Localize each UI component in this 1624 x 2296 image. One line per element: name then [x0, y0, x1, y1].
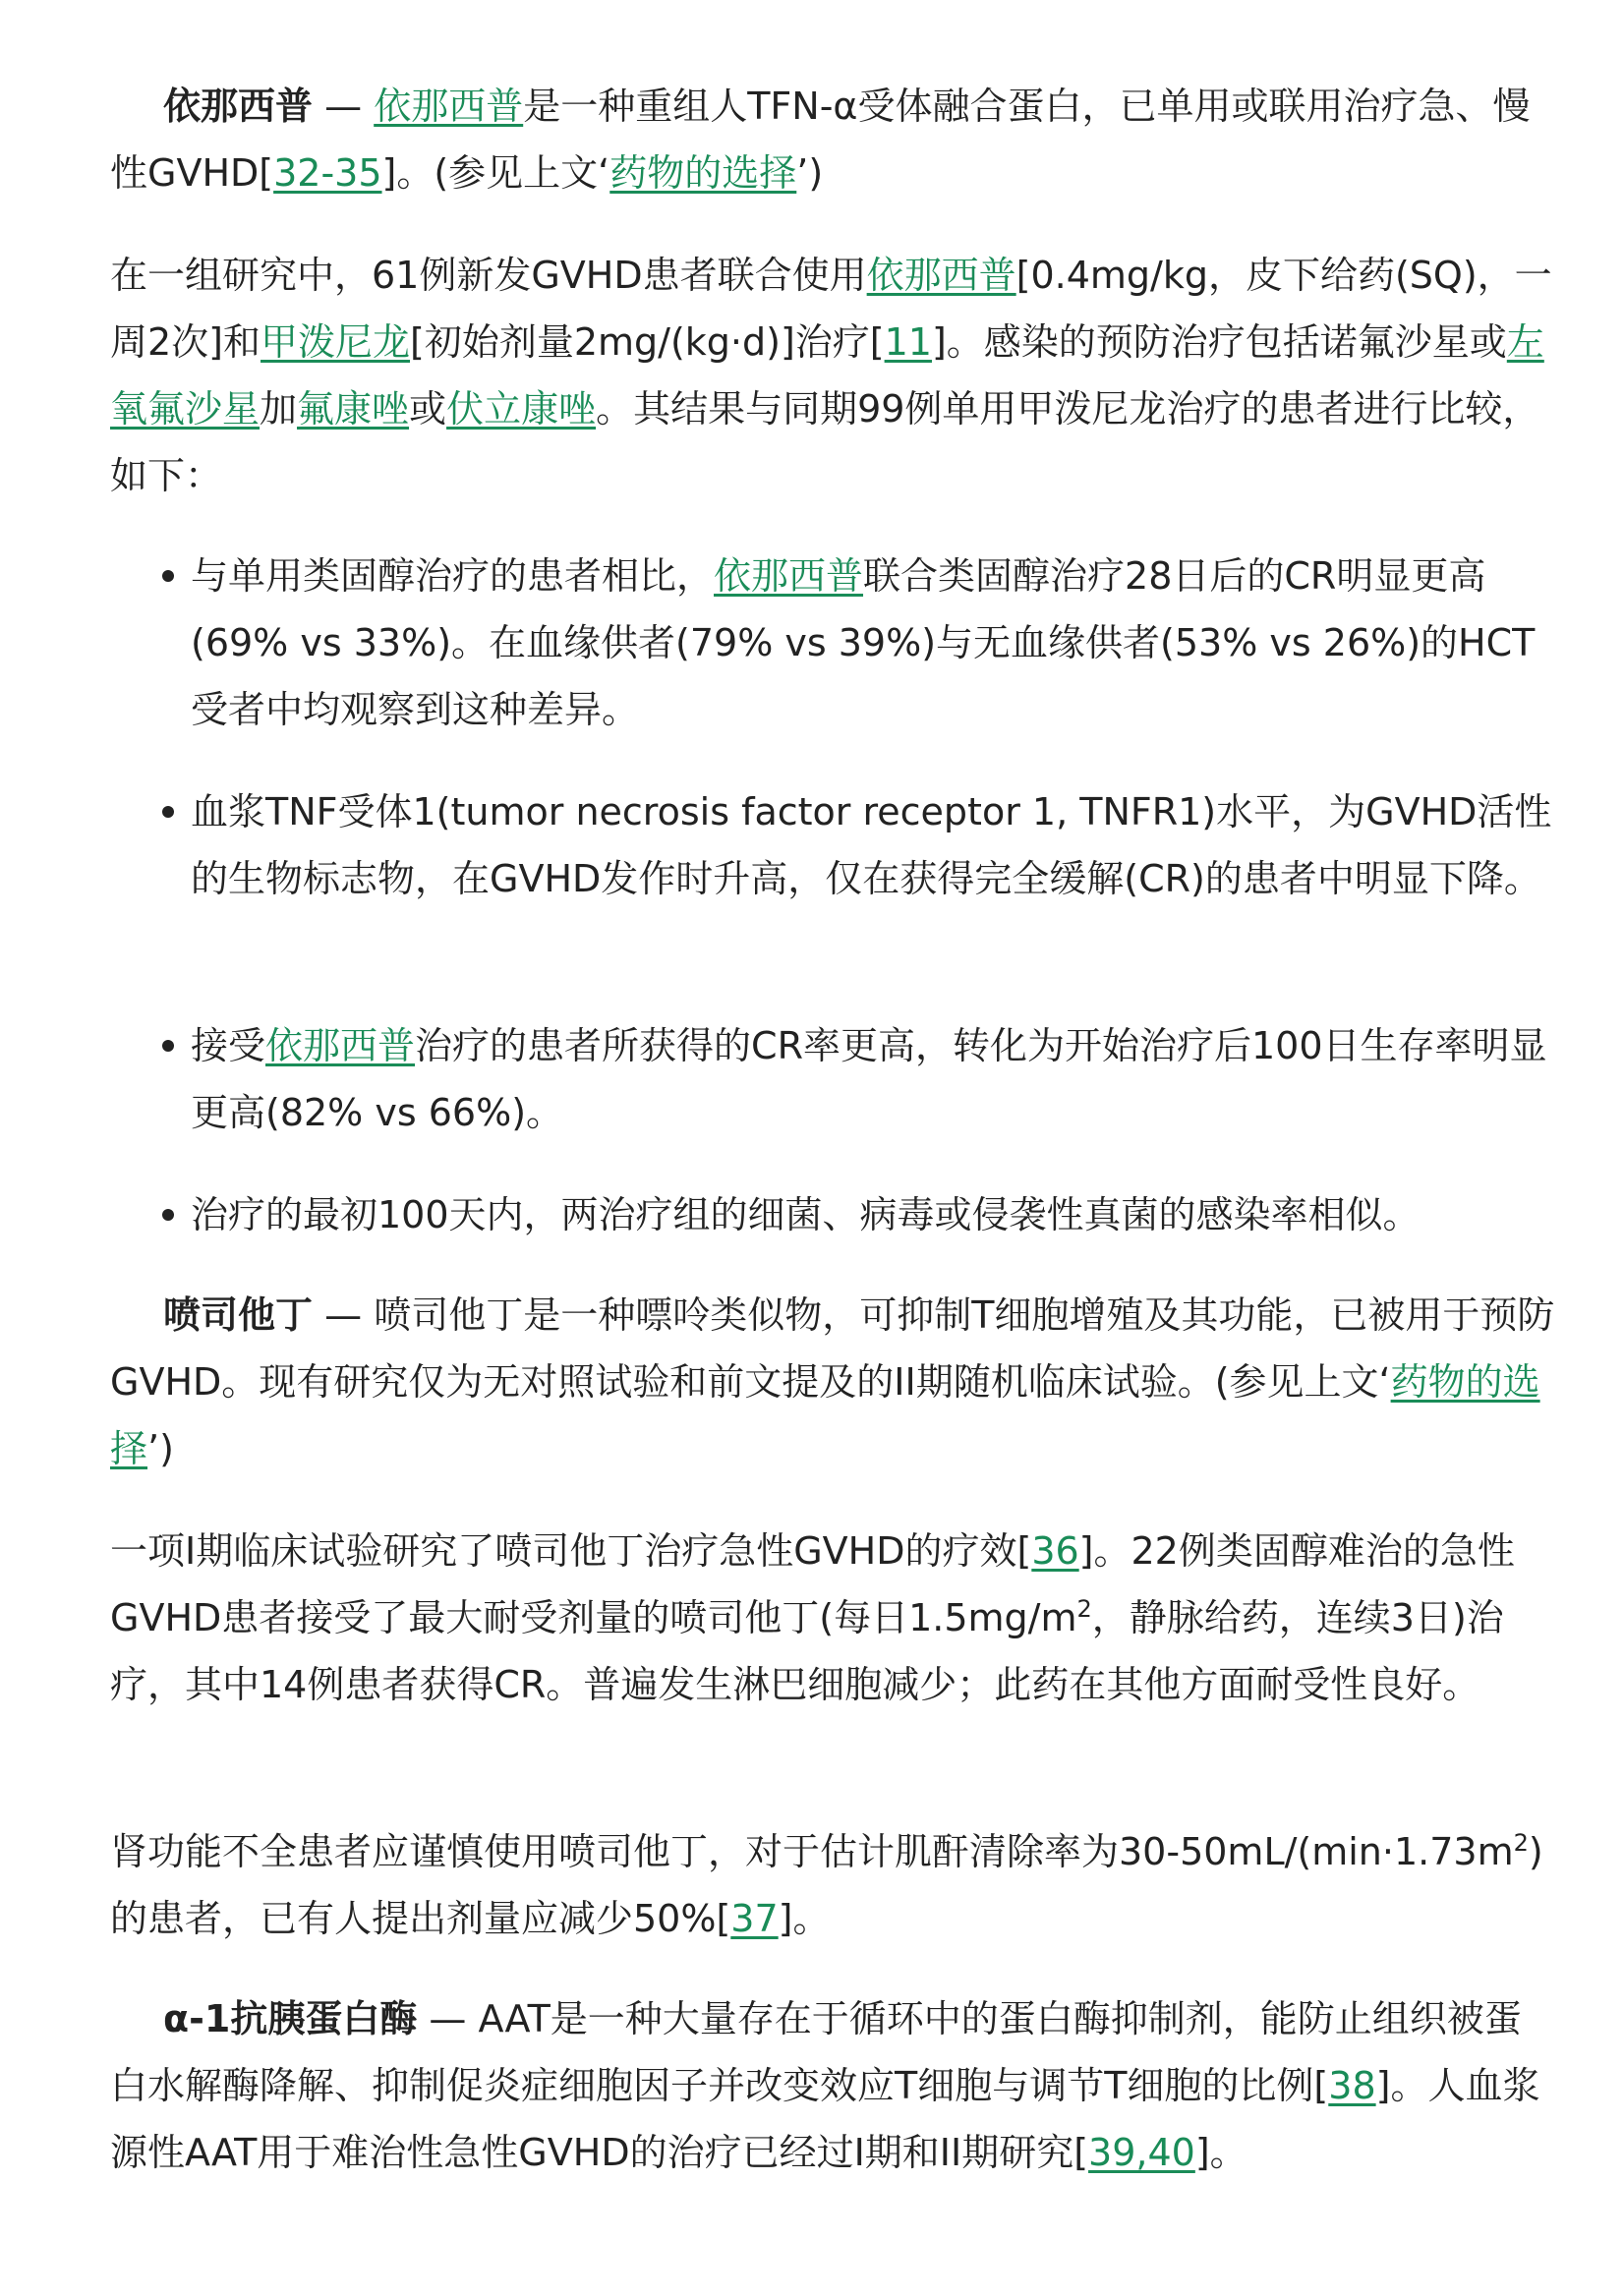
link-etanercept[interactable]: 依那西普 — [714, 554, 864, 598]
link-etanercept[interactable]: 依那西普 — [265, 1024, 416, 1067]
link-drug-selection[interactable]: 药物的选择 — [110, 1360, 1540, 1470]
ref-link-37[interactable]: 37 — [730, 1897, 779, 1940]
list-item: 血浆TNF受体1(tumor necrosis factor receptor 1, TNFR1)水平，为GVHD活性的生物标志物，在GVHD发作时升高，仅在获得完全缓解(CR)的患者中明显下降。 — [110, 778, 1555, 912]
section-title-pentostatin: 喷司他丁 — [163, 1293, 314, 1337]
study-paragraph: 在一组研究中，61例新发GVHD患者联合使用依那西普[0.4mg/kg，皮下给药(SQ)，一周2次]和甲泼尼龙[初始剂量2mg/(kg·d)]治疗[11]。感染的预防治疗包括诺氟沙星或左氧氟沙星加氟康唑或伏立康唑。其结果与同期99例单用甲泼尼龙治疗的患者进行比较，如下： — [110, 254, 1552, 497]
aat-paragraph: α-1抗胰蛋白酶 — AAT是一种大量存在于循环中的蛋白酶抑制剂，能防止组织被蛋白水解酶降解、抑制促炎症细胞因子并改变效应T细胞与调节T细胞的比例[38]。人血浆源性AAT用于难治性急性GVHD的治疗已经过I期和II期研究[39,40]。 — [110, 1997, 1540, 2174]
link-drug-selection[interactable]: 药物的选择 — [609, 151, 797, 195]
list-item: 与单用类固醇治疗的患者相比，依那西普联合类固醇治疗28日后的CR明显更高(69% vs 33%)。在血缘供者(79% vs 39%)与无血缘供者(53% vs 26%)的HCT受者中均观察到这种差异。 — [110, 543, 1555, 743]
link-voriconazole[interactable]: 伏立康唑 — [446, 387, 597, 430]
phase1-trial-paragraph: 一项I期临床试验研究了喷司他丁治疗急性GVHD的疗效[36]。22例类固醇难治的急性GVHD患者接受了最大耐受剂量的喷司他丁(每日$1.5mg/m^2$，静脉给药，连续3日)治疗，其中14例患者获得CR。普遍发生淋巴细胞减少；此药在其他方面耐受性良好。 — [110, 1529, 1515, 1706]
bullet-list — [110, 543, 1555, 743]
ref-link-36[interactable]: 36 — [1031, 1529, 1079, 1573]
ref-link-38[interactable]: 38 — [1328, 2064, 1376, 2107]
ref-link-32-35[interactable]: 32-35 — [273, 151, 382, 195]
renal-dosing-paragraph: 肾功能不全患者应谨慎使用喷司他丁，对于估计肌酐清除率为$30-50mL/(\min\cdot 1.73m^2)$的患者，已有人提出剂量应减少50%[37]。 — [110, 1829, 1543, 1940]
section-title-etanercept: 依那西普 — [163, 85, 314, 128]
etanercept-paragraph: 依那西普 — 依那西普是一种重组人TFN-α受体融合蛋白，已单用或联用治疗急、慢性GVHD[32-35]。(参见上文‘药物的选择’) — [110, 85, 1531, 195]
pentostatin-paragraph: 喷司他丁 — 喷司他丁是一种嘌呤类似物，可抑制T细胞增殖及其功能，已被用于预防GVHD。现有研究仅为无对照试验和前文提及的II期随机临床试验。(参见上文‘药物的选择’) — [110, 1293, 1555, 1470]
link-levofloxacin[interactable]: 左氧氟沙星 — [110, 320, 1544, 430]
link-methylprednisolone[interactable]: 甲泼尼龙 — [261, 320, 411, 364]
bullet-list — [110, 1181, 1555, 1248]
bullet-list — [110, 1012, 1555, 1146]
section-title-aat: α-1抗胰蛋白酶 — [163, 1997, 418, 2040]
link-etanercept[interactable]: 依那西普 — [374, 85, 524, 128]
link-etanercept[interactable]: 依那西普 — [866, 254, 1016, 297]
ref-link-39-40[interactable]: 39,40 — [1088, 2131, 1195, 2174]
ref-link-11[interactable]: 11 — [884, 320, 932, 364]
bullet-list — [110, 778, 1555, 912]
list-item: 治疗的最初100天内，两治疗组的细菌、病毒或侵袭性真菌的感染率相似。 — [110, 1181, 1555, 1248]
link-fluconazole[interactable]: 氟康唑 — [297, 387, 410, 430]
list-item: 接受依那西普治疗的患者所获得的CR率更高，转化为开始治疗后100日生存率明显更高(82% vs 66%)。 — [110, 1012, 1555, 1146]
